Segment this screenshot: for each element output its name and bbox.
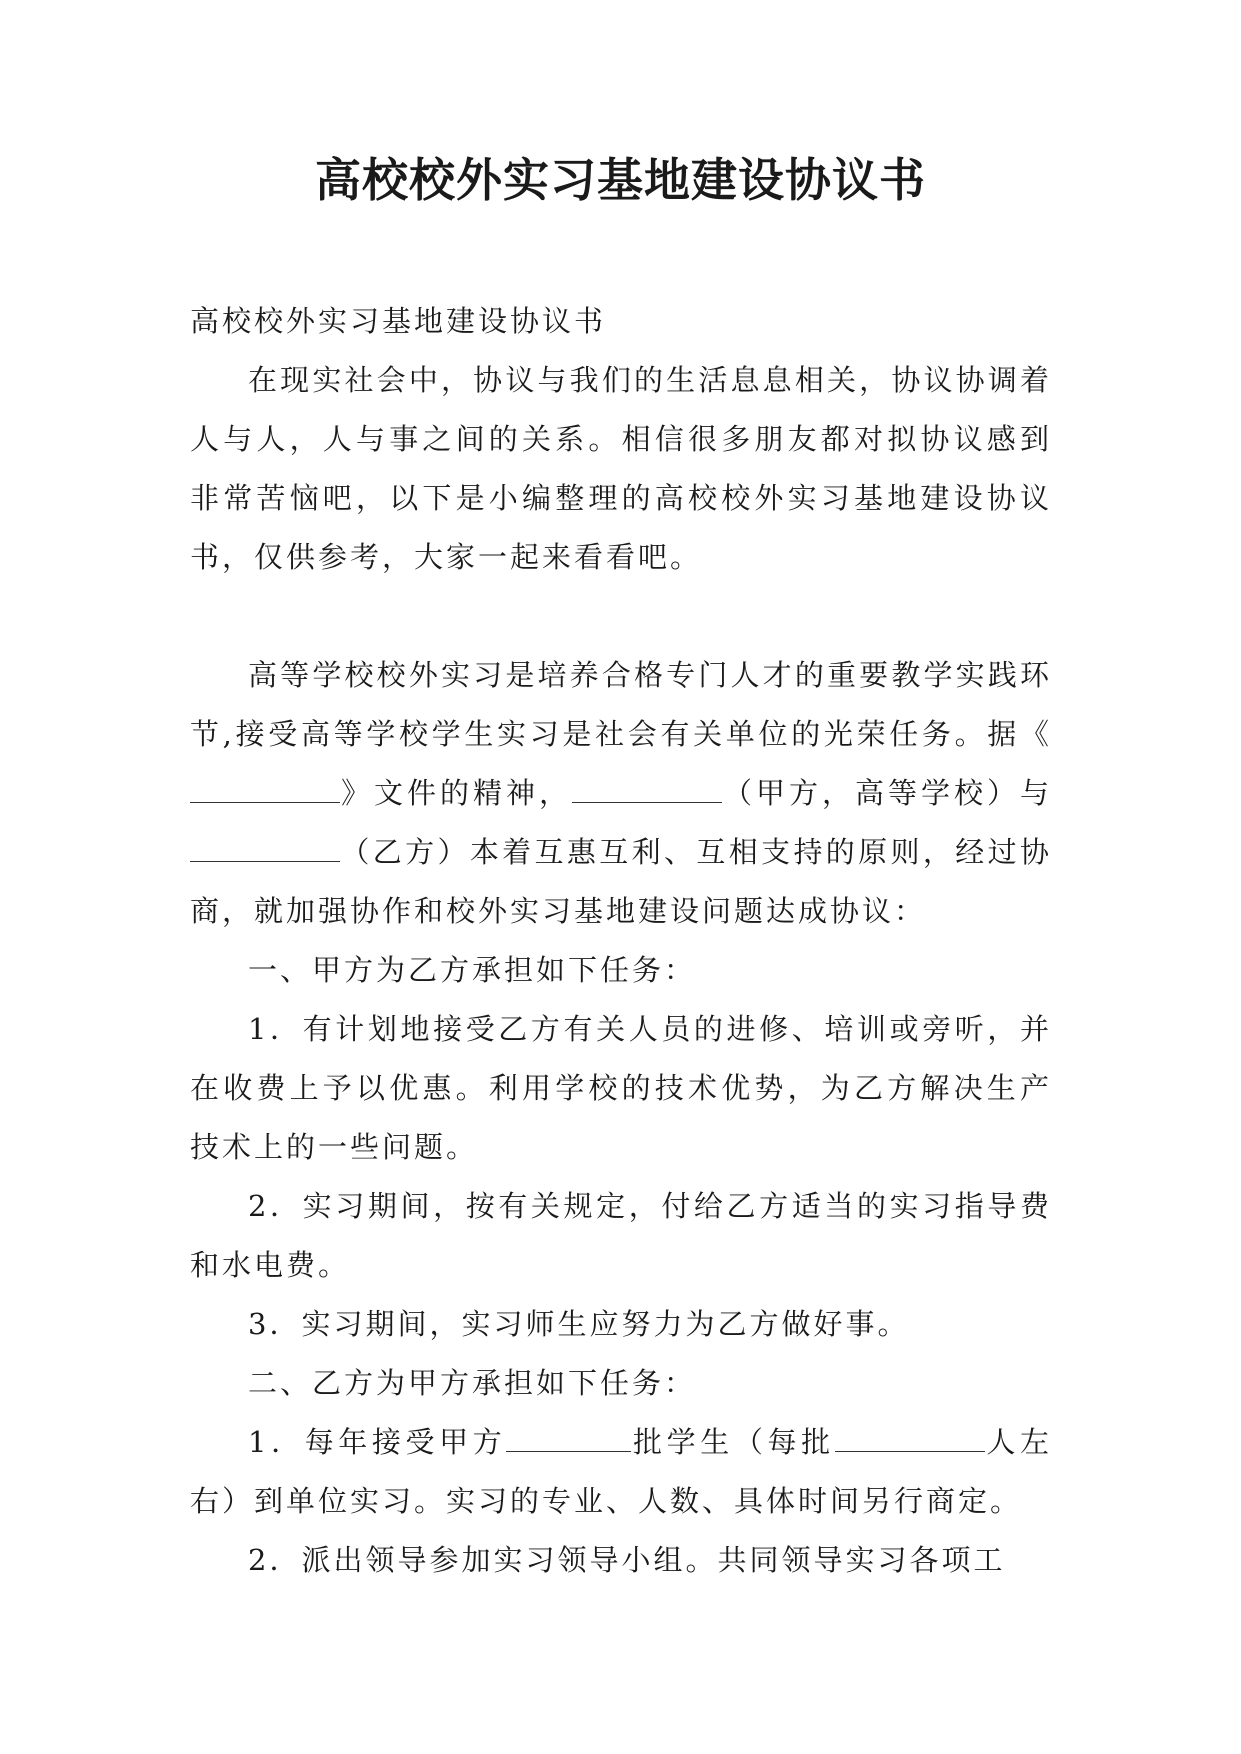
section-2-item-1 xyxy=(190,1413,1052,1531)
section-2-item-1-text-a: 1．每年接受甲方 xyxy=(248,1425,507,1459)
section-1-item-2: 2．实习期间，按有关规定，付给乙方适当的实习指导费和水电费。 xyxy=(190,1189,1052,1282)
section-2-item-1-text-c: 人左右）到单位实习。实习的专业、人数、具体时间另行商定。 xyxy=(190,1425,1052,1518)
preamble-text-2: 》文件的精神， xyxy=(340,776,572,810)
preamble-text-3: （甲方，高等学校）与 xyxy=(722,776,1052,810)
paragraph-spacer xyxy=(190,587,1052,646)
section-1-heading: 一、甲方为乙方承担如下任务： xyxy=(248,953,697,987)
section-2-item-1-text-b: 批学生（每批 xyxy=(631,1425,835,1459)
students-per-batch-blank xyxy=(835,1421,985,1452)
section-2-heading: 二、乙方为甲方承担如下任务： xyxy=(248,1366,697,1400)
batch-count-blank xyxy=(506,1421,631,1452)
section-1-item-3: 3．实习期间，实习师生应努力为乙方做好事。 xyxy=(248,1307,910,1341)
section-2-item-2: 2．派出领导参加实习领导小组。共同领导实习各项工 xyxy=(248,1543,1006,1577)
preamble-paragraph xyxy=(190,646,1052,941)
preamble-text-4: （乙方）本着互惠互利、互相支持的原则，经过协商，就加强协作和校外实习基地建设问题达成协议： xyxy=(190,835,1052,928)
subtitle-line: 高校校外实习基地建设协议书 xyxy=(190,304,607,338)
document-name-blank xyxy=(190,772,340,803)
intro-paragraph: 在现实社会中，协议与我们的生活息息相关，协议协调着人与人，人与事之间的关系。相信很多朋友都对拟协议感到非常苦恼吧，以下是小编整理的高校校外实习基地建设协议书，仅供参考，大家一起来看看吧。 xyxy=(190,363,1052,574)
section-1-item-1: 1．有计划地接受乙方有关人员的进修、培训或旁听，并在收费上予以优惠。利用学校的技术优势，为乙方解决生产技术上的一些问题。 xyxy=(190,1012,1052,1164)
party-b-blank xyxy=(190,831,340,862)
preamble-text-1: 高等学校校外实习是培养合格专门人才的重要教学实践环节,接受高等学校学生实习是社会有关单位的光荣任务。据《 xyxy=(190,658,1052,751)
document-body xyxy=(190,292,1052,1590)
party-a-blank xyxy=(572,772,722,803)
document-title: 高校校外实习基地建设协议书 xyxy=(315,153,926,207)
